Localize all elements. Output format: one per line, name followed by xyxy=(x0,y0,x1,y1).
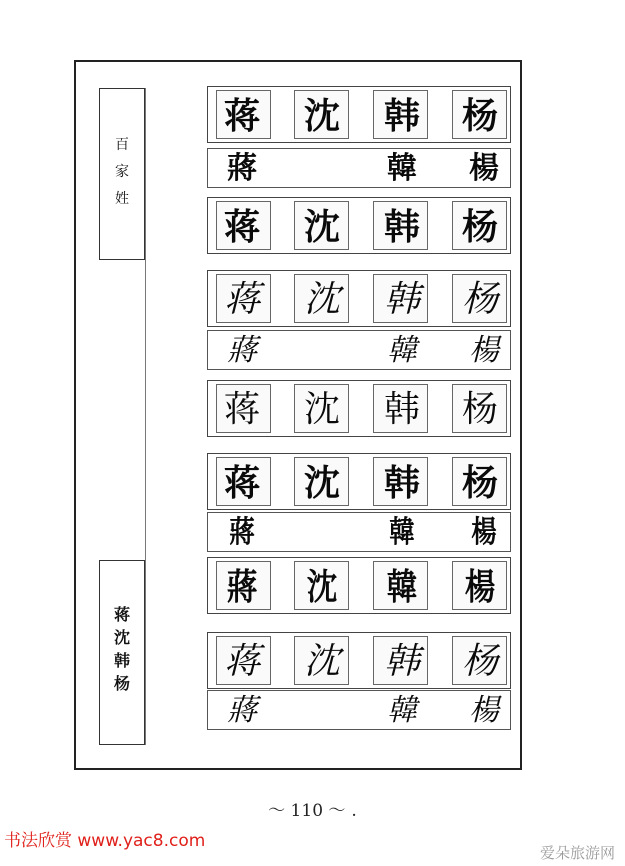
calligraphy-glyph: 韓 xyxy=(389,516,415,549)
calligraphy-glyph: 楊 xyxy=(469,693,499,728)
calligraphy-glyph: 沈 xyxy=(303,640,341,682)
calligraphy-glyph: 韩 xyxy=(383,94,421,137)
book-title-char: 家 xyxy=(115,164,129,180)
book-title-char: 姓 xyxy=(115,191,129,207)
section-title-char: 韩 xyxy=(113,651,130,670)
calligraphy-glyph: 蔣 xyxy=(229,516,255,549)
calligraphy-glyph: 蒋 xyxy=(223,278,261,320)
calligraphy-glyph: 蔣 xyxy=(227,693,257,728)
section-title-char: 沈 xyxy=(113,628,130,647)
calligraphy-glyph: 韩 xyxy=(383,640,421,682)
calligraphy-glyph: 杨 xyxy=(461,640,499,682)
page-number-text: ～ 110 ～ xyxy=(268,801,346,821)
calligraphy-glyph: 韩 xyxy=(383,205,421,248)
calligraphy-glyph: 楊 xyxy=(469,151,499,186)
calligraphy-glyph: 楊 xyxy=(469,333,499,368)
calligraphy-glyph: 韓 xyxy=(387,693,417,728)
book-title xyxy=(100,136,144,209)
calligraphy-glyph: 蔣 xyxy=(227,333,257,368)
simplified-row xyxy=(207,380,511,437)
calligraphy-glyph: 杨 xyxy=(461,461,499,504)
calligraphy-glyph: 韓 xyxy=(387,151,417,186)
calligraphy-glyph: 蒋 xyxy=(223,388,261,430)
calligraphy-glyph: 蒋 xyxy=(223,205,261,248)
calligraphy-glyph: 蔣 xyxy=(226,566,258,607)
traditional-row xyxy=(207,690,511,730)
simplified-row xyxy=(207,197,511,254)
section-title-box xyxy=(99,560,145,745)
calligraphy-glyph: 蒋 xyxy=(223,640,261,682)
calligraphy-glyph: 楊 xyxy=(471,516,497,549)
calligraphy-glyph: 韩 xyxy=(383,461,421,504)
calligraphy-glyph: 沈 xyxy=(303,94,341,137)
watermark-left: 书法欣赏 www.yac8.com xyxy=(4,831,206,851)
book-title-char: 百 xyxy=(115,137,129,153)
section-title-char: 杨 xyxy=(113,674,130,693)
simplified-row xyxy=(207,453,511,510)
page-number-dot: . xyxy=(351,801,357,821)
simplified-row xyxy=(207,86,511,143)
calligraphy-glyph: 杨 xyxy=(461,94,499,137)
traditional-row xyxy=(207,330,511,370)
traditional-row xyxy=(207,148,511,188)
calligraphy-glyph: 沈 xyxy=(306,566,338,607)
calligraphy-glyph: 楊 xyxy=(464,566,496,607)
simplified-row xyxy=(207,557,511,614)
simplified-row xyxy=(207,270,511,327)
calligraphy-glyph: 杨 xyxy=(461,278,499,320)
calligraphy-glyph: 韩 xyxy=(383,278,421,320)
book-title-box xyxy=(99,88,145,260)
calligraphy-glyph: 蔣 xyxy=(227,151,257,186)
spine-divider xyxy=(145,88,209,745)
calligraphy-glyph: 杨 xyxy=(461,388,499,430)
section-title xyxy=(100,603,144,695)
calligraphy-glyph: 沈 xyxy=(303,461,341,504)
watermark-right: 爱朵旅游网 xyxy=(539,844,615,862)
section-title-char: 蒋 xyxy=(113,605,130,624)
calligraphy-glyph: 蒋 xyxy=(223,461,261,504)
calligraphy-glyph: 沈 xyxy=(303,278,341,320)
calligraphy-glyph: 韩 xyxy=(383,388,421,430)
calligraphy-glyph: 沈 xyxy=(303,388,341,430)
simplified-row xyxy=(207,632,511,689)
page-number xyxy=(0,796,625,821)
calligraphy-glyph: 韓 xyxy=(387,333,417,368)
calligraphy-glyph: 沈 xyxy=(303,205,341,248)
calligraphy-glyph: 蒋 xyxy=(223,94,261,137)
traditional-row xyxy=(207,512,511,552)
calligraphy-glyph: 杨 xyxy=(461,205,499,248)
calligraphy-glyph: 韓 xyxy=(386,566,418,607)
